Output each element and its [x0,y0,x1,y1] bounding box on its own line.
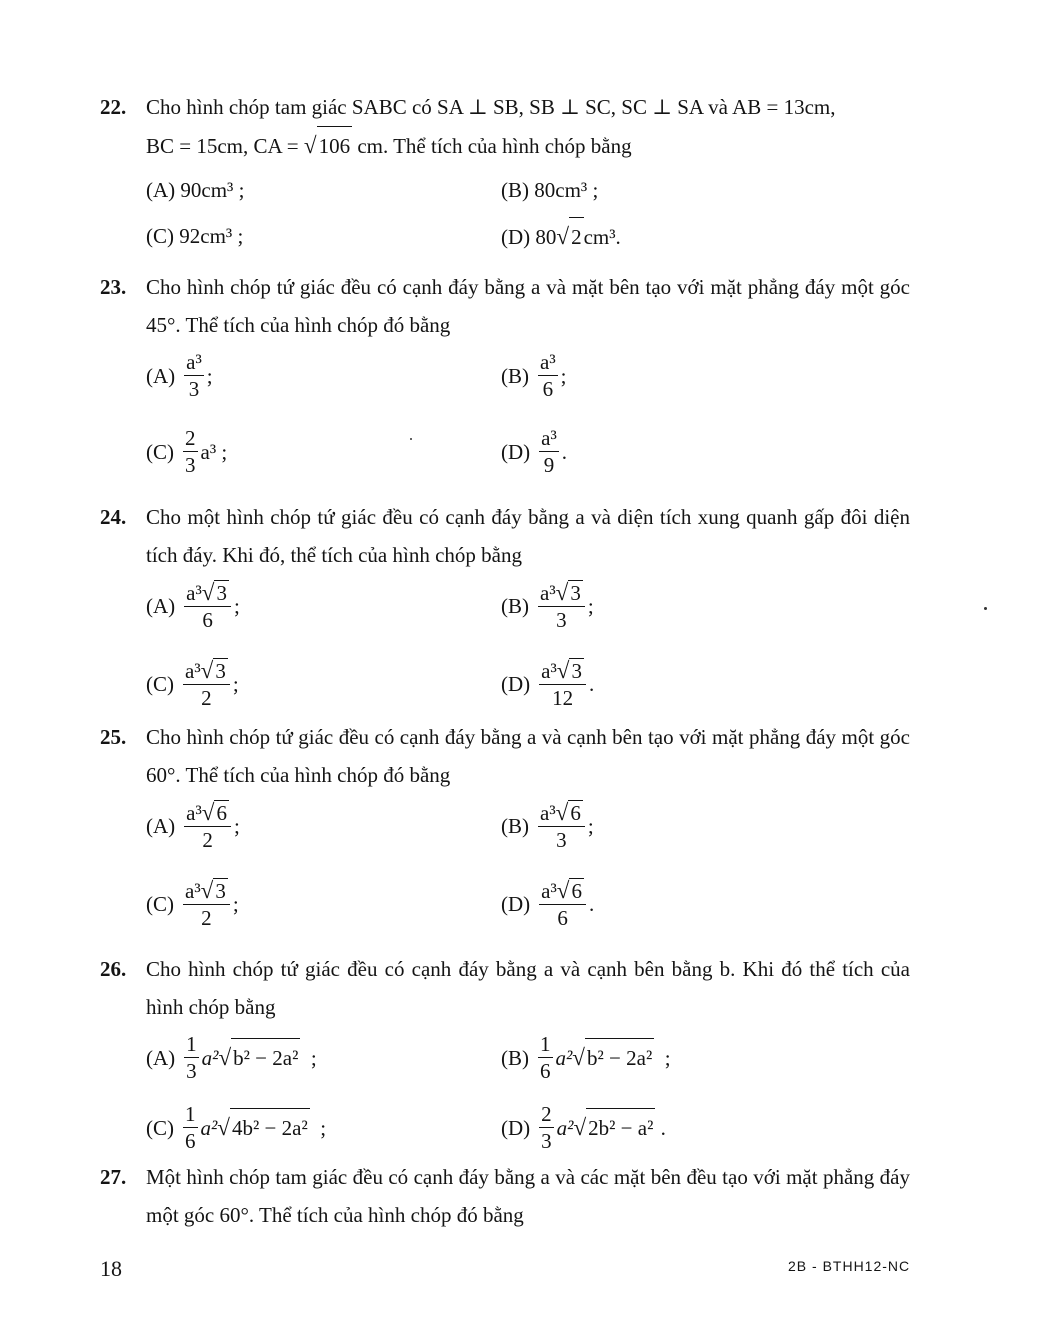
option-d: (D) $\frac{\text{a³}}{9}$ . [501,426,568,477]
fraction: a³ √ 3 12 [539,658,586,710]
sqrt: √ 2b² − a² [573,1108,655,1147]
sqrt: √ 3 [556,657,582,683]
sqrt: √ 6 [555,799,581,825]
fraction: a³ √ 6 6 [539,878,586,930]
option-d: (D) $\frac{2}{3}$ a² √ 2b² − a² . [501,1102,666,1153]
question-22 [100,88,910,267]
sqrt: √ 3 [200,657,226,683]
fraction: $\frac{\text{a³}}{9}$ [541,426,557,477]
option-c: (C) 92cm³ ; [146,224,244,248]
options [146,350,910,500]
option-d: (D) a³ √ 6 6 . [501,877,595,930]
sqrt: √ 106 [304,126,352,165]
question-23 [100,268,910,500]
sqrt: √ 6 [556,877,582,903]
question-text: Cho một hình chóp tứ giác đều có cạnh đáy bằng a và diện tích xung quanh gấp đôi diện tích đáy. Khi đó, thể tích của hình chóp bằng [146,505,910,567]
option-c: (C) a³ √ 3 2 ; [146,657,239,710]
question-text: Cho hình chóp tứ giác đều có cạnh đáy bằng a và mặt bên tạo với mặt phẳng đáy một góc 45°. Thể tích của hình chóp đó bằng [146,275,910,337]
option-a: (A) 90cm³ ; [146,178,245,202]
scan-speck [410,438,412,440]
fraction: $\frac{1}{6}$ [185,1102,196,1153]
book-code: 2B - BTHH12-NC [788,1258,911,1274]
option-b: (B) a³ √ 3 3 ; [501,579,594,632]
option-a: (A) a³ √ 3 6 ; [146,579,240,632]
option-b: (B) $\frac{\text{a³}}{6}$ ; [501,350,567,401]
question-text: Cho hình chóp tứ giác đều có cạnh đáy bằng a và cạnh bên tạo với mặt phẳng đáy một góc 60°. Thể tích của hình chóp đó bằng [146,725,910,787]
sqrt: √ 6 [201,799,227,825]
fraction: $\frac{\text{a³}}{6}$ [540,350,556,401]
options [146,171,910,267]
question-number: 25. [100,725,127,749]
question-26 [100,950,910,1172]
question-number: 24. [100,505,127,529]
options [146,800,910,950]
question-number: 22. [100,95,127,119]
fraction: $\frac{2}{3}$ [541,1102,552,1153]
question-24 [100,498,910,730]
options [146,580,910,730]
sqrt: √ 2 [556,217,583,256]
option-d: (D) 80 √ 2 cm³. [501,217,621,256]
fraction: a³ √ 3 3 [538,580,585,632]
fraction: $\frac{1}{6}$ [540,1032,551,1083]
option-a: (A) $\frac{\text{a³}}{3}$ ; [146,350,213,401]
scan-speck [984,607,987,610]
option-b: (B) 80cm³ ; [501,178,599,202]
option-c: (C) $\frac{1}{6}$ a² √ 4b² − 2a² ; [146,1102,327,1153]
sqrt: √ 3 [555,579,581,605]
fraction: $\frac{2}{3}$ [185,426,196,477]
option-a: (A) $\frac{1}{3}$ a² √ b² − 2a² ; [146,1032,317,1083]
option-b: (B) a³ √ 6 3 ; [501,799,594,852]
fraction: a³ √ 6 2 [184,800,231,852]
fraction: $\frac{\text{a³}}{3}$ [186,350,202,401]
question-number: 23. [100,275,127,299]
fraction: $\frac{1}{3}$ [186,1032,197,1083]
question-text: Cho hình chóp tam giác SABC có SA ⊥ SB, SB ⊥ SC, SC ⊥ SA và AB = 13cm, BC = 15cm, CA = √ 106 cm. Thể tích của hình chóp bằng [146,88,910,165]
sqrt: √ b² − 2a² [218,1038,300,1077]
sqrt: √ 4b² − 2a² [217,1108,309,1147]
question-number: 27. [100,1165,127,1189]
question-25 [100,718,910,950]
fraction: a³ √ 3 2 [183,878,230,930]
fraction: a³ √ 3 6 [184,580,231,632]
question-number: 26. [100,957,127,981]
question-27 [100,1158,910,1234]
sqrt: √ 3 [200,877,226,903]
options [146,1032,910,1172]
option-c: (C) $\frac{2}{3}$ a³ ; [146,426,228,477]
option-a: (A) a³ √ 6 2 ; [146,799,240,852]
option-b: (B) $\frac{1}{6}$ a² √ b² − 2a² ; [501,1032,671,1083]
question-text: Cho hình chóp tứ giác đều có cạnh đáy bằng a và cạnh bên bằng b. Khi đó thể tích của hình chóp bằng [146,957,910,1019]
sqrt: √ b² − 2a² [572,1038,654,1077]
fraction: a³ √ 6 3 [538,800,585,852]
fraction: a³ √ 3 2 [183,658,230,710]
page-number: 18 [100,1256,122,1281]
sqrt: √ 3 [201,579,227,605]
question-text: Một hình chóp tam giác đều có cạnh đáy bằng a và các mặt bên đều tạo với mặt phẳng đáy một góc 60°. Thể tích của hình chóp đó bằng [146,1165,910,1227]
option-c: (C) a³ √ 3 2 ; [146,877,239,930]
option-d: (D) a³ √ 3 12 . [501,657,595,710]
